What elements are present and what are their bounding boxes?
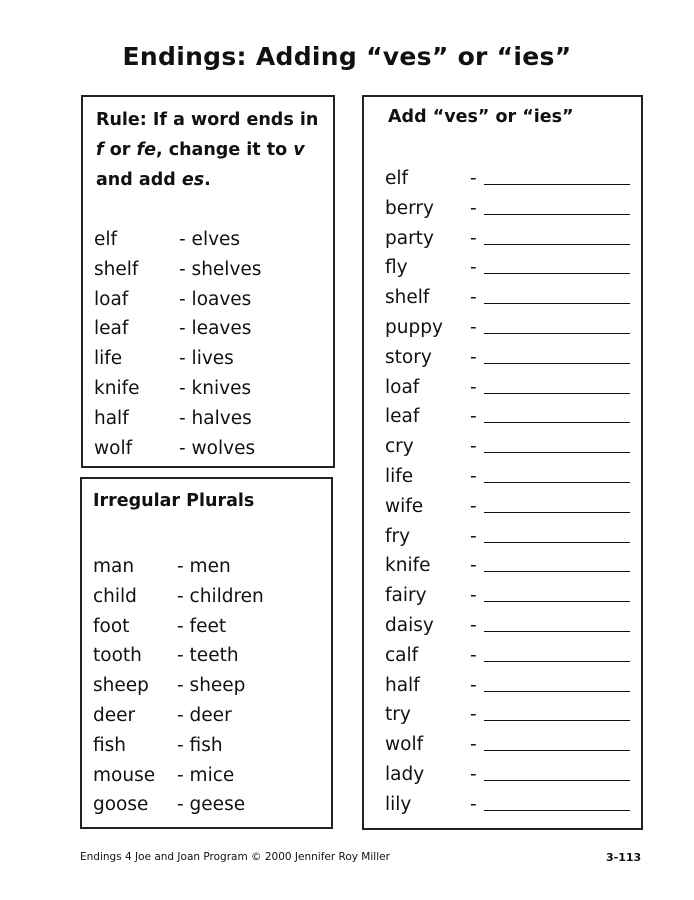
pair-plural: - lives — [179, 348, 234, 370]
pair-plural: - knives — [179, 377, 252, 399]
pair-plural: - sheep — [177, 675, 246, 697]
rule-text — [96, 105, 331, 195]
answer-blank-line[interactable] — [484, 482, 630, 483]
exercise-word: wolf — [385, 734, 424, 756]
exercise-word: fry — [385, 525, 411, 547]
exercise-title: Add “ves” or “ies” — [388, 107, 574, 127]
exercise-word: try — [385, 704, 411, 726]
exercise-dash: - — [470, 197, 477, 219]
exercise-row — [385, 432, 635, 462]
pair-plural: - children — [177, 585, 264, 607]
page-number: 3-113 — [606, 851, 642, 864]
exercise-row — [385, 730, 635, 760]
exercise-row — [385, 790, 635, 820]
exercise-word: fly — [385, 257, 408, 279]
pair-plural: - feet — [177, 615, 227, 637]
exercise-word: puppy — [385, 316, 443, 338]
answer-blank-line[interactable] — [484, 393, 630, 394]
pair-word: life — [94, 348, 123, 370]
page-title: Endings: Adding “ves” or “ies” — [122, 42, 572, 71]
exercise-word: calf — [385, 644, 419, 666]
pair-plural: - loaves — [179, 288, 252, 310]
exercise-word: loaf — [385, 376, 420, 398]
exercise-word: half — [385, 674, 420, 696]
exercise-dash: - — [470, 555, 477, 577]
exercise-row — [385, 373, 635, 403]
answer-blank-line[interactable] — [484, 631, 630, 632]
pair-word: man — [93, 556, 135, 577]
exercise-row — [385, 402, 635, 432]
exercise-word: fairy — [385, 585, 427, 607]
pair-plural: - mice — [177, 764, 235, 786]
exercise-word: party — [385, 227, 434, 249]
exercise-row — [385, 253, 635, 283]
exercise-dash: - — [470, 168, 477, 189]
exercise-word: lady — [385, 763, 425, 785]
answer-blank-line[interactable] — [484, 333, 630, 334]
exercise-row — [385, 611, 635, 641]
pair-plural: - deer — [177, 704, 232, 726]
exercise-dash: - — [470, 644, 477, 666]
pair-word: wolf — [94, 437, 133, 459]
answer-blank-line[interactable] — [484, 571, 630, 572]
rule-fe: fe — [136, 140, 156, 160]
exercise-dash: - — [470, 614, 477, 636]
exercise-dash: - — [470, 734, 477, 756]
answer-blank-line[interactable] — [484, 244, 630, 245]
exercise-row — [385, 224, 635, 254]
exercise-word: daisy — [385, 614, 434, 636]
rule-period: . — [204, 170, 211, 190]
answer-blank-line[interactable] — [484, 691, 630, 692]
exercise-dash: - — [470, 227, 477, 249]
exercise-dash: - — [470, 465, 477, 487]
exercise-word: wife — [385, 495, 424, 517]
pair-plural: - men — [177, 556, 231, 577]
answer-blank-line[interactable] — [484, 422, 630, 423]
exercise-row — [385, 164, 635, 194]
pair-plural: - teeth — [177, 645, 239, 667]
exercise-dash: - — [470, 406, 477, 428]
exercise-dash: - — [470, 346, 477, 368]
exercise-dash: - — [470, 763, 477, 785]
pair-plural: - fish — [177, 734, 223, 756]
pair-word: shelf — [94, 258, 139, 280]
pair-word: fish — [93, 734, 127, 756]
exercise-word: elf — [385, 168, 409, 189]
exercise-row — [385, 522, 635, 552]
pair-word: foot — [93, 615, 130, 637]
footer-credits: Endings 4 Joe and Joan Program © 2000 Jennifer Roy Miller — [80, 851, 390, 863]
answer-blank-line[interactable] — [484, 184, 630, 185]
pair-plural: - halves — [179, 407, 252, 429]
exercise-row — [385, 700, 635, 730]
pair-word: knife — [94, 377, 140, 399]
exercise-word: shelf — [385, 287, 430, 309]
exercise-word: berry — [385, 197, 434, 219]
exercise-dash: - — [470, 316, 477, 338]
pair-plural: - geese — [177, 794, 246, 816]
exercise-word: cry — [385, 436, 414, 458]
answer-blank-line[interactable] — [484, 542, 630, 543]
pair-word: goose — [93, 794, 149, 816]
exercise-row — [385, 194, 635, 224]
rule-or: or — [109, 140, 131, 160]
exercise-row — [385, 492, 635, 522]
pair-plural: - shelves — [179, 258, 262, 280]
pair-word: half — [94, 407, 129, 429]
exercise-row — [385, 283, 635, 313]
exercise-dash: - — [470, 495, 477, 517]
answer-blank-line[interactable] — [484, 780, 630, 781]
rule-text-3: and add — [96, 170, 176, 190]
exercise-row — [385, 313, 635, 343]
answer-blank-line[interactable] — [484, 273, 630, 274]
answer-blank-line[interactable] — [484, 363, 630, 364]
answer-blank-line[interactable] — [484, 750, 630, 751]
exercise-row — [385, 760, 635, 790]
pair-word: deer — [93, 704, 136, 726]
pair-word: loaf — [94, 288, 129, 310]
exercise-word: knife — [385, 555, 431, 577]
exercise-dash: - — [470, 704, 477, 726]
pair-plural: - elves — [179, 229, 241, 250]
pair-word: child — [93, 585, 137, 607]
exercise-word: life — [385, 465, 414, 487]
exercise-dash: - — [470, 287, 477, 309]
exercise-row — [385, 641, 635, 671]
exercise-word: story — [385, 346, 432, 368]
exercise-row — [385, 462, 635, 492]
rule-v: v — [293, 140, 305, 160]
exercise-row — [385, 343, 635, 373]
answer-blank-line[interactable] — [484, 452, 630, 453]
rule-es: es — [181, 170, 205, 190]
exercise-dash: - — [470, 674, 477, 696]
answer-blank-line[interactable] — [484, 512, 630, 513]
exercise-list — [385, 164, 635, 820]
exercise-dash: - — [470, 376, 477, 398]
pair-plural: - wolves — [179, 437, 256, 459]
exercise-dash: - — [470, 585, 477, 607]
rule-box — [81, 95, 335, 468]
pair-plural: - leaves — [179, 318, 252, 340]
exercise-row — [385, 581, 635, 611]
exercise-dash: - — [470, 257, 477, 279]
exercise-row — [385, 551, 635, 581]
exercise-dash: - — [470, 525, 477, 547]
irregular-plurals-box — [80, 477, 333, 829]
rule-label: Rule: — [96, 110, 147, 130]
exercise-dash: - — [470, 793, 477, 815]
exercise-word: leaf — [385, 406, 420, 428]
answer-blank-line[interactable] — [484, 720, 630, 721]
exercise-word: lily — [385, 793, 412, 815]
pair-word: elf — [94, 229, 118, 250]
pair-word: mouse — [93, 764, 156, 786]
answer-blank-line[interactable] — [484, 661, 630, 662]
pair-word: leaf — [94, 318, 129, 340]
answer-blank-line[interactable] — [484, 810, 630, 811]
answer-blank-line[interactable] — [484, 601, 630, 602]
rule-text-2: , change it to — [155, 140, 288, 160]
answer-blank-line[interactable] — [484, 303, 630, 304]
pair-word: tooth — [93, 645, 142, 667]
pair-word: sheep — [93, 675, 149, 697]
irregular-title: Irregular Plurals — [93, 491, 255, 511]
answer-blank-line[interactable] — [484, 214, 630, 215]
exercise-row — [385, 671, 635, 701]
exercise-dash: - — [470, 436, 477, 458]
rule-f: f — [96, 140, 104, 160]
rule-text-1: If a word ends in — [152, 110, 319, 130]
exercise-box — [362, 95, 643, 830]
